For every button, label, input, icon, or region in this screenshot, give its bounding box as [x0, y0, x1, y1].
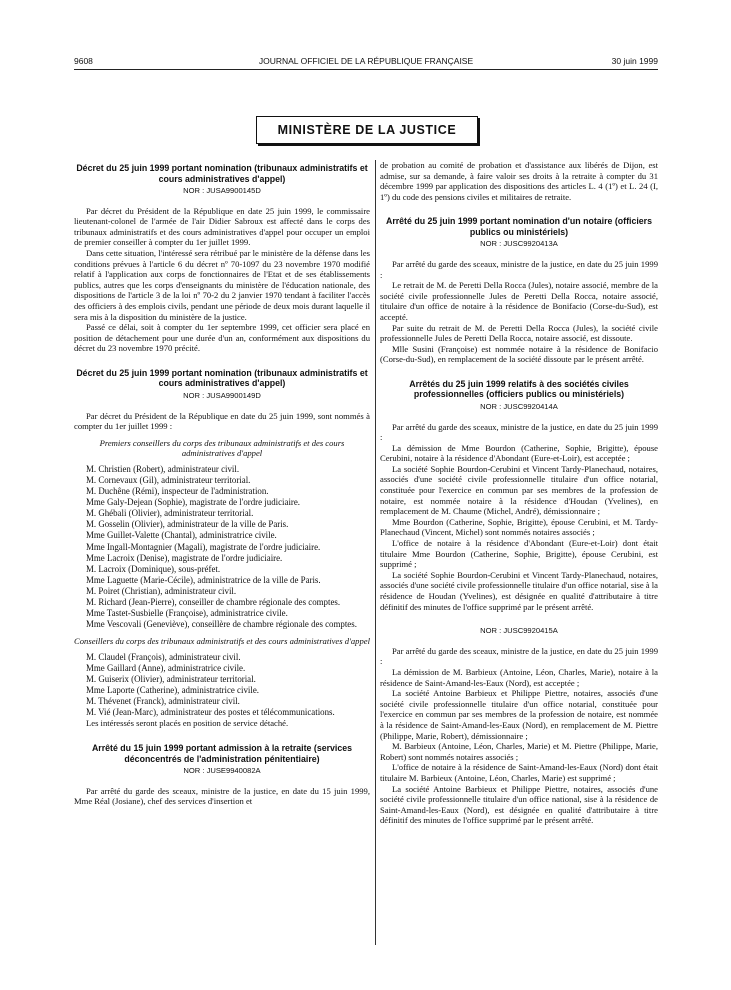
- continued-paragraph: de probation au comité de probation et d'assistance aux libérés de Dijon, est admise, sur sa demande, à faire valoir ses droits à la retraite à compter du 31 décembre 1999 par application des dispositions des articles L. 4 (1º) et L. 24 (I, 1º) du code des pensions civiles et militaires de retraite.: [380, 160, 658, 202]
- header-rule: [74, 69, 658, 70]
- order-3-para-2: La démission de M. Barbieux (Antoine, Léon, Charles, Marie), notaire à la résidence de Saint-Amand-les-Eaux (Nord), est acceptée ;: [380, 666, 658, 688]
- order-1-nor: NOR : JUSC9920413A: [480, 239, 558, 249]
- order-3-para-3: La société Antoine Barbieux et Philippe Piettre, notaires, associés d'une société civile professionnelle titulaire d'un office notarial, constituée pour l'exercice en commun par ses membres de la profession de notaire, est nommée à la résidence de Saint-Amand-les-Eaux (Nord), en remplacement de M. Piettre (Philippe, Marie, Robert), démissionnaire ;: [380, 688, 658, 741]
- list-item: M. Vié (Jean-Marc), administrateur des postes et télécommunications.: [86, 707, 335, 718]
- list-item: Mme Galy-Dejean (Sophie), magistrate de l'ordre judiciaire.: [86, 497, 301, 508]
- page-header: [74, 56, 658, 68]
- order-3-para-6: La société Antoine Barbieux et Philippe Piettre, notaires, associés d'une société civile professionnelle titulaire d'un office national, sise à la résidence de Saint-Amand-les-Eaux (Nord), est désignée en qualité d'attributaire à titre définitif des minutes de l'office supprimé par le présent arrêté.: [380, 783, 658, 826]
- order-2-para-4: Mme Bourdon (Catherine, Sophie, Brigitte), épouse Cerubini, et M. Tardy-Planechaud (Vincent, Michel) sont nommés notaires associés ;: [380, 516, 658, 538]
- order-3-nor: NOR : JUSC9920415A: [480, 626, 558, 636]
- decree-1-para-3: Passé ce délai, soit à compter du 1er septembre 1999, cet officier sera placé en position de détachement pour une durée d'un an, conformément aux dispositions du décret du 23 novembre 1970 précité.: [74, 322, 370, 354]
- list-item: Mme Laguette (Marie-Cécile), administratrice de la ville de Paris.: [86, 574, 321, 585]
- order-1-para-2: Le retrait de M. de Peretti Della Rocca (Jules), notaire associé, membre de la société civile professionnelle Jules de Peretti Della Rocca, notaire associé, titulaire d'un office de notaire à la résidence de Bonifacio (Corse-du-Sud), est accepté.: [380, 280, 658, 322]
- decree-1-title: Décret du 25 juin 1999 portant nomination (tribunaux administratifs et cours administratives d'appel): [76, 163, 368, 184]
- list-item: M. Christien (Robert), administrateur civil.: [86, 463, 240, 474]
- order-1-para-1: Par arrêté du garde des sceaux, ministre de la justice, en date du 25 juin 1999 :: [380, 258, 658, 280]
- order-2-nor: NOR : JUSC9920414A: [480, 401, 558, 411]
- decree-1-nor: NOR : JUSA9900145D: [183, 186, 261, 195]
- order-2-para-1: Par arrêté du garde des sceaux, ministre de la justice, en date du 25 juin 1999 :: [380, 421, 658, 443]
- list-item: Mme Guillet-Valette (Chantal), administratrice civile.: [86, 530, 277, 541]
- page-number: 9608: [74, 56, 93, 66]
- journal-title: JOURNAL OFFICIEL DE LA RÉPUBLIQUE FRANÇAISE: [258, 56, 474, 66]
- decree-2-subheading-2: Conseillers du corps des tribunaux administratifs et des cours administratives d'appel: [74, 636, 370, 647]
- list-item: M. Gosselin (Olivier), administrateur de la ville de Paris.: [86, 519, 289, 530]
- order-1-para-4: Mlle Susini (Françoise) est nommée notaire à la résidence de Bonifacio (Corse-du-Sud), en remplacement de la société dissoute par le présent arrêté.: [380, 343, 658, 365]
- decree-2-para-1: Par décret du Président de la République en date du 25 juin 1999, sont nommés à compter du 1er juillet 1999 :: [74, 410, 370, 432]
- decree-3-title: Arrêté du 15 juin 1999 portant admission à la retraite (services déconcentrés de l'administration pénitentiaire): [91, 743, 353, 764]
- order-3-para-1: Par arrêté du garde des sceaux, ministre de la justice, en date du 25 juin 1999 :: [380, 645, 658, 667]
- decree-2-subheading-1: Premiers conseillers du corps des tribunaux administratifs et des cours administratives d'appel: [99, 437, 345, 459]
- order-2-para-6: La société Sophie Bourdon-Cerubini et Vincent Tardy-Planechaud, notaires, associés d'une société civile professionnelle titulaire d'un office notarial, sise à la résidence de Houdan (Yvelines), est désignée en qualité d'attributaire à titre définitif des minutes de l'office supprimé par le présent arrêté.: [380, 569, 658, 612]
- order-2-title: Arrêtés du 25 juin 1999 relatifs à des sociétés civiles professionnelles (officiers publics ou ministériels): [409, 378, 629, 400]
- order-2-para-5: L'office de notaire à la résidence d'Abondant (Eure-et-Loir) dont était titulaire Mme Bourdon (Catherine, Sophie, Brigitte), épouse Cerubini, est supprimé ;: [380, 538, 658, 570]
- order-3-para-4: M. Barbieux (Antoine, Léon, Charles, Marie) et M. Piettre (Philippe, Marie, Robert) sont nommés notaires associés ;: [380, 741, 658, 762]
- list-item: Mme Laporte (Catherine), administratrice civile.: [86, 685, 259, 696]
- list-item: M. Cornevaux (Gil), administrateur territorial.: [86, 474, 251, 485]
- list-item: Mme Vescovali (Geneviève), conseillère de chambre régionale des comptes.: [86, 619, 357, 630]
- decree-1-para-2: Dans cette situation, l'intéressé sera rétribué par le ministère de la défense dans les conditions prévues à l'article 6 du décret nº 70-1097 du 23 novembre 1970 modifié relatif à l'application aux corps de fonctionnaires de l'Etat et de ses établissements publics, autres que les corps d'enseignants du ministère de l'éducation nationale, des dispositions de l'article 3 de la loi nº 70-2 du 2 janvier 1970 tendant à faciliter l'accès des officiers à des emplois civils, pendant une période de deux mois durant laquelle il sera mis à la disposition du ministère de la justice.: [74, 247, 370, 322]
- order-1-para-3: Par suite du retrait de M. de Peretti Della Rocca (Jules), la société civile professionnelle Jules de Peretti Della Rocca, notaire associé, est dissoute.: [380, 322, 658, 344]
- list-item: M. Lacroix (Dominique), sous-préfet.: [86, 563, 221, 574]
- list-item: Mme Tastet-Susbielle (Françoise), administratrice civile.: [86, 608, 288, 619]
- list-item: M. Duchêne (Rémi), inspecteur de l'administration.: [86, 486, 269, 497]
- order-1-title: Arrêté du 25 juin 1999 portant nomination d'un notaire (officiers publics ou ministériels): [385, 216, 653, 237]
- decree-3-nor: NOR : JUSE9940082A: [183, 766, 261, 776]
- list-item: M. Guiserix (Olivier), administrateur territorial.: [86, 674, 256, 685]
- right-column: [380, 160, 658, 826]
- column-divider: [375, 160, 376, 945]
- decree-2-list-2: [74, 652, 370, 719]
- list-item: M. Richard (Jean-Pierre), conseiller de chambre régionale des comptes.: [86, 597, 341, 607]
- list-item: Mme Ingall-Montagnier (Magali), magistrate de l'ordre judiciaire.: [86, 541, 321, 552]
- list-item: M. Ghébali (Olivier), administrateur territorial.: [86, 508, 254, 519]
- ministry-title: MINISTÈRE DE LA JUSTICE: [277, 123, 457, 137]
- list-item: Mme Gaillard (Anne), administratrice civile.: [86, 662, 246, 673]
- order-2-para-3: La société Sophie Bourdon-Cerubini et Vincent Tardy-Planechaud, notaires, associés d'une société civile professionnelle titulaire d'un office notarial, constituée pour l'exercice en commun par ses membres de la profession de notaire, est nommée notaire à la résidence d'Houdan (Yvelines), en remplacement de M. Chaume (Michel, André), démissionnaire ;: [380, 463, 658, 517]
- ministry-title-box: [256, 116, 478, 144]
- list-item: M. Poiret (Christian), administrateur civil.: [86, 585, 237, 596]
- list-item: Mme Lacroix (Denise), magistrate de l'ordre judiciaire.: [86, 552, 283, 563]
- decree-2-title: Décret du 25 juin 1999 portant nomination (tribunaux administratifs et cours administratives d'appel): [76, 367, 368, 389]
- decree-1-para-1: Par décret du Président de la République en date 25 juin 1999, le commissaire lieutenant-colonel de l'armée de l'air Didier Sabroux est affecté dans le corps des tribunaux administratifs et des cours administratives d'appel pour occuper un emploi de premier conseiller à compter du 1er juillet 1999.: [74, 205, 370, 248]
- decree-2-list-1: [74, 464, 370, 630]
- left-column: [74, 163, 370, 807]
- issue-date: 30 juin 1999: [611, 56, 658, 66]
- decree-3-para-1: Par arrêté du garde des sceaux, ministre de la justice, en date du 15 juin 1999, Mme Réal (Josiane), chef des services d'insertion et: [74, 785, 370, 807]
- decree-2-nor: NOR : JUSA9900149D: [183, 390, 261, 400]
- order-2-para-2: La démission de Mme Bourdon (Catherine, Sophie, Brigitte), épouse Cerubini, notaire à la résidence d'Abondant (Eure-et-Loir), est acceptée ;: [380, 442, 658, 464]
- list-item: M. Claudel (François), administrateur civil.: [86, 651, 241, 662]
- decree-2-para-2: Les intéressés seront placés en position de service détaché.: [86, 718, 289, 729]
- list-item: M. Thévenet (Franck), administrateur civil.: [86, 696, 240, 707]
- order-3-para-5: L'office de notaire à la résidence de Saint-Amand-les-Eaux (Nord) dont était titulaire M. Barbieux (Antoine, Léon, Charles, Marie) est supprimé ;: [380, 762, 658, 783]
